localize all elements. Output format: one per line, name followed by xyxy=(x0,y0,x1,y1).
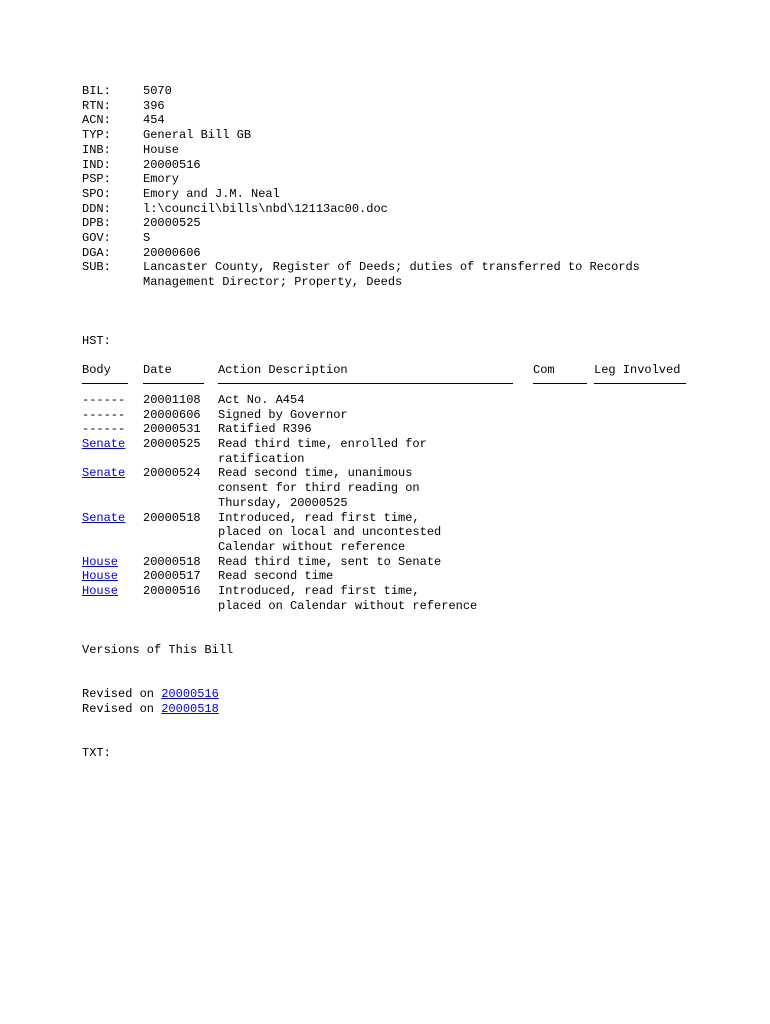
version-row xyxy=(82,702,742,717)
field-key: TYP: xyxy=(82,128,111,143)
history-action: Introduced, read first time, placed on local and uncontested Calendar without reference xyxy=(218,510,442,554)
history-label: HST: xyxy=(82,333,111,348)
field-key: SPO: xyxy=(82,186,111,201)
history-date: 20000518 xyxy=(143,554,201,569)
body-link-house[interactable]: House xyxy=(82,554,119,569)
field-ind xyxy=(82,158,742,173)
divider xyxy=(218,383,513,384)
history-table xyxy=(82,363,686,613)
field-key: SUB: xyxy=(82,260,111,275)
divider xyxy=(82,383,128,384)
bill-document xyxy=(82,84,742,760)
field-acn xyxy=(82,113,742,128)
versions-title: Versions of This Bill xyxy=(82,642,234,657)
field-dga xyxy=(82,246,742,261)
divider xyxy=(143,383,204,384)
history-row xyxy=(82,437,686,466)
history-date: 20001108 xyxy=(143,392,201,407)
history-row xyxy=(82,555,686,570)
field-spo xyxy=(82,187,742,202)
field-value: Lancaster County, Register of Deeds; duties of transferred to Records Management Director; Property, Deeds xyxy=(143,260,640,290)
history-date: 20000518 xyxy=(143,510,201,525)
history-action: Read second time xyxy=(218,569,334,584)
field-value: House xyxy=(143,142,180,157)
field-key: PSP: xyxy=(82,172,111,187)
header-com: Com xyxy=(533,363,555,378)
version-prefix: Revised on xyxy=(82,686,162,701)
field-key: DPB: xyxy=(82,216,111,231)
field-key: DGA: xyxy=(82,245,111,260)
history-row xyxy=(82,393,686,408)
field-value: 20000525 xyxy=(143,216,201,231)
history-row xyxy=(82,511,686,555)
history-date: 20000525 xyxy=(143,437,201,452)
bill-fields xyxy=(82,84,742,290)
body-link-senate[interactable]: Senate xyxy=(82,510,126,525)
field-key: BIL: xyxy=(82,84,111,98)
field-key: GOV: xyxy=(82,231,111,246)
body-link-house[interactable]: House xyxy=(82,569,119,584)
history-date: 20000517 xyxy=(143,569,201,584)
history-rule-row xyxy=(82,378,686,393)
history-action: Ratified R396 xyxy=(218,422,312,437)
field-psp xyxy=(82,172,742,187)
history-date: 20000524 xyxy=(143,466,201,481)
field-value: 20000606 xyxy=(143,245,201,260)
history-body: ------ xyxy=(82,392,126,407)
field-key: INB: xyxy=(82,142,111,157)
field-dpb xyxy=(82,216,742,231)
history-header-row xyxy=(82,363,686,378)
version-link[interactable]: 20000516 xyxy=(161,686,219,701)
header-leg: Leg Involved xyxy=(594,363,681,378)
history-action: Read second time, unanimous consent for third reading on Thursday, 20000525 xyxy=(218,466,420,510)
history-date: 20000606 xyxy=(143,407,201,422)
field-key: DDN: xyxy=(82,201,111,216)
field-inb xyxy=(82,143,742,158)
field-key: ACN: xyxy=(82,113,111,128)
field-key: IND: xyxy=(82,157,111,172)
field-value: Emory and J.M. Neal xyxy=(143,186,280,201)
history-action: Signed by Governor xyxy=(218,407,348,422)
field-gov xyxy=(82,231,742,246)
history-action: Introduced, read first time, placed on Calendar without reference xyxy=(218,584,478,613)
field-value: Emory xyxy=(143,172,180,187)
field-value: 454 xyxy=(143,113,165,128)
field-value: General Bill GB xyxy=(143,128,252,143)
history-row xyxy=(82,408,686,423)
history-body: ------ xyxy=(82,407,126,422)
field-rtn xyxy=(82,99,742,114)
field-value: S xyxy=(143,231,151,246)
header-action: Action Description xyxy=(218,363,348,378)
history-row xyxy=(82,422,686,437)
version-prefix: Revised on xyxy=(82,701,162,716)
header-date: Date xyxy=(143,363,172,378)
field-sub xyxy=(82,260,742,289)
version-link[interactable]: 20000518 xyxy=(161,701,219,716)
history-row xyxy=(82,569,686,584)
history-action: Act No. A454 xyxy=(218,392,305,407)
history-action: Read third time, enrolled for ratification xyxy=(218,437,427,466)
field-value: 396 xyxy=(143,98,165,113)
body-link-senate[interactable]: Senate xyxy=(82,437,126,452)
field-ddn xyxy=(82,202,742,217)
history-date: 20000531 xyxy=(143,422,201,437)
history-row xyxy=(82,466,686,510)
divider xyxy=(533,383,587,384)
header-body: Body xyxy=(82,363,111,378)
field-bil xyxy=(82,84,742,99)
text-label: TXT: xyxy=(82,745,111,760)
field-value: 20000516 xyxy=(143,157,201,172)
divider xyxy=(594,383,686,384)
field-value: 5070 xyxy=(143,84,172,98)
history-body: ------ xyxy=(82,422,126,437)
history-action: Read third time, sent to Senate xyxy=(218,554,442,569)
history-date: 20000516 xyxy=(143,584,201,599)
version-row xyxy=(82,687,742,702)
field-key: RTN: xyxy=(82,98,111,113)
body-link-senate[interactable]: Senate xyxy=(82,466,126,481)
field-typ xyxy=(82,128,742,143)
field-value: l:\council\bills\nbd\12113ac00.doc xyxy=(143,201,388,216)
history-row xyxy=(82,584,686,613)
body-link-house[interactable]: House xyxy=(82,584,119,599)
